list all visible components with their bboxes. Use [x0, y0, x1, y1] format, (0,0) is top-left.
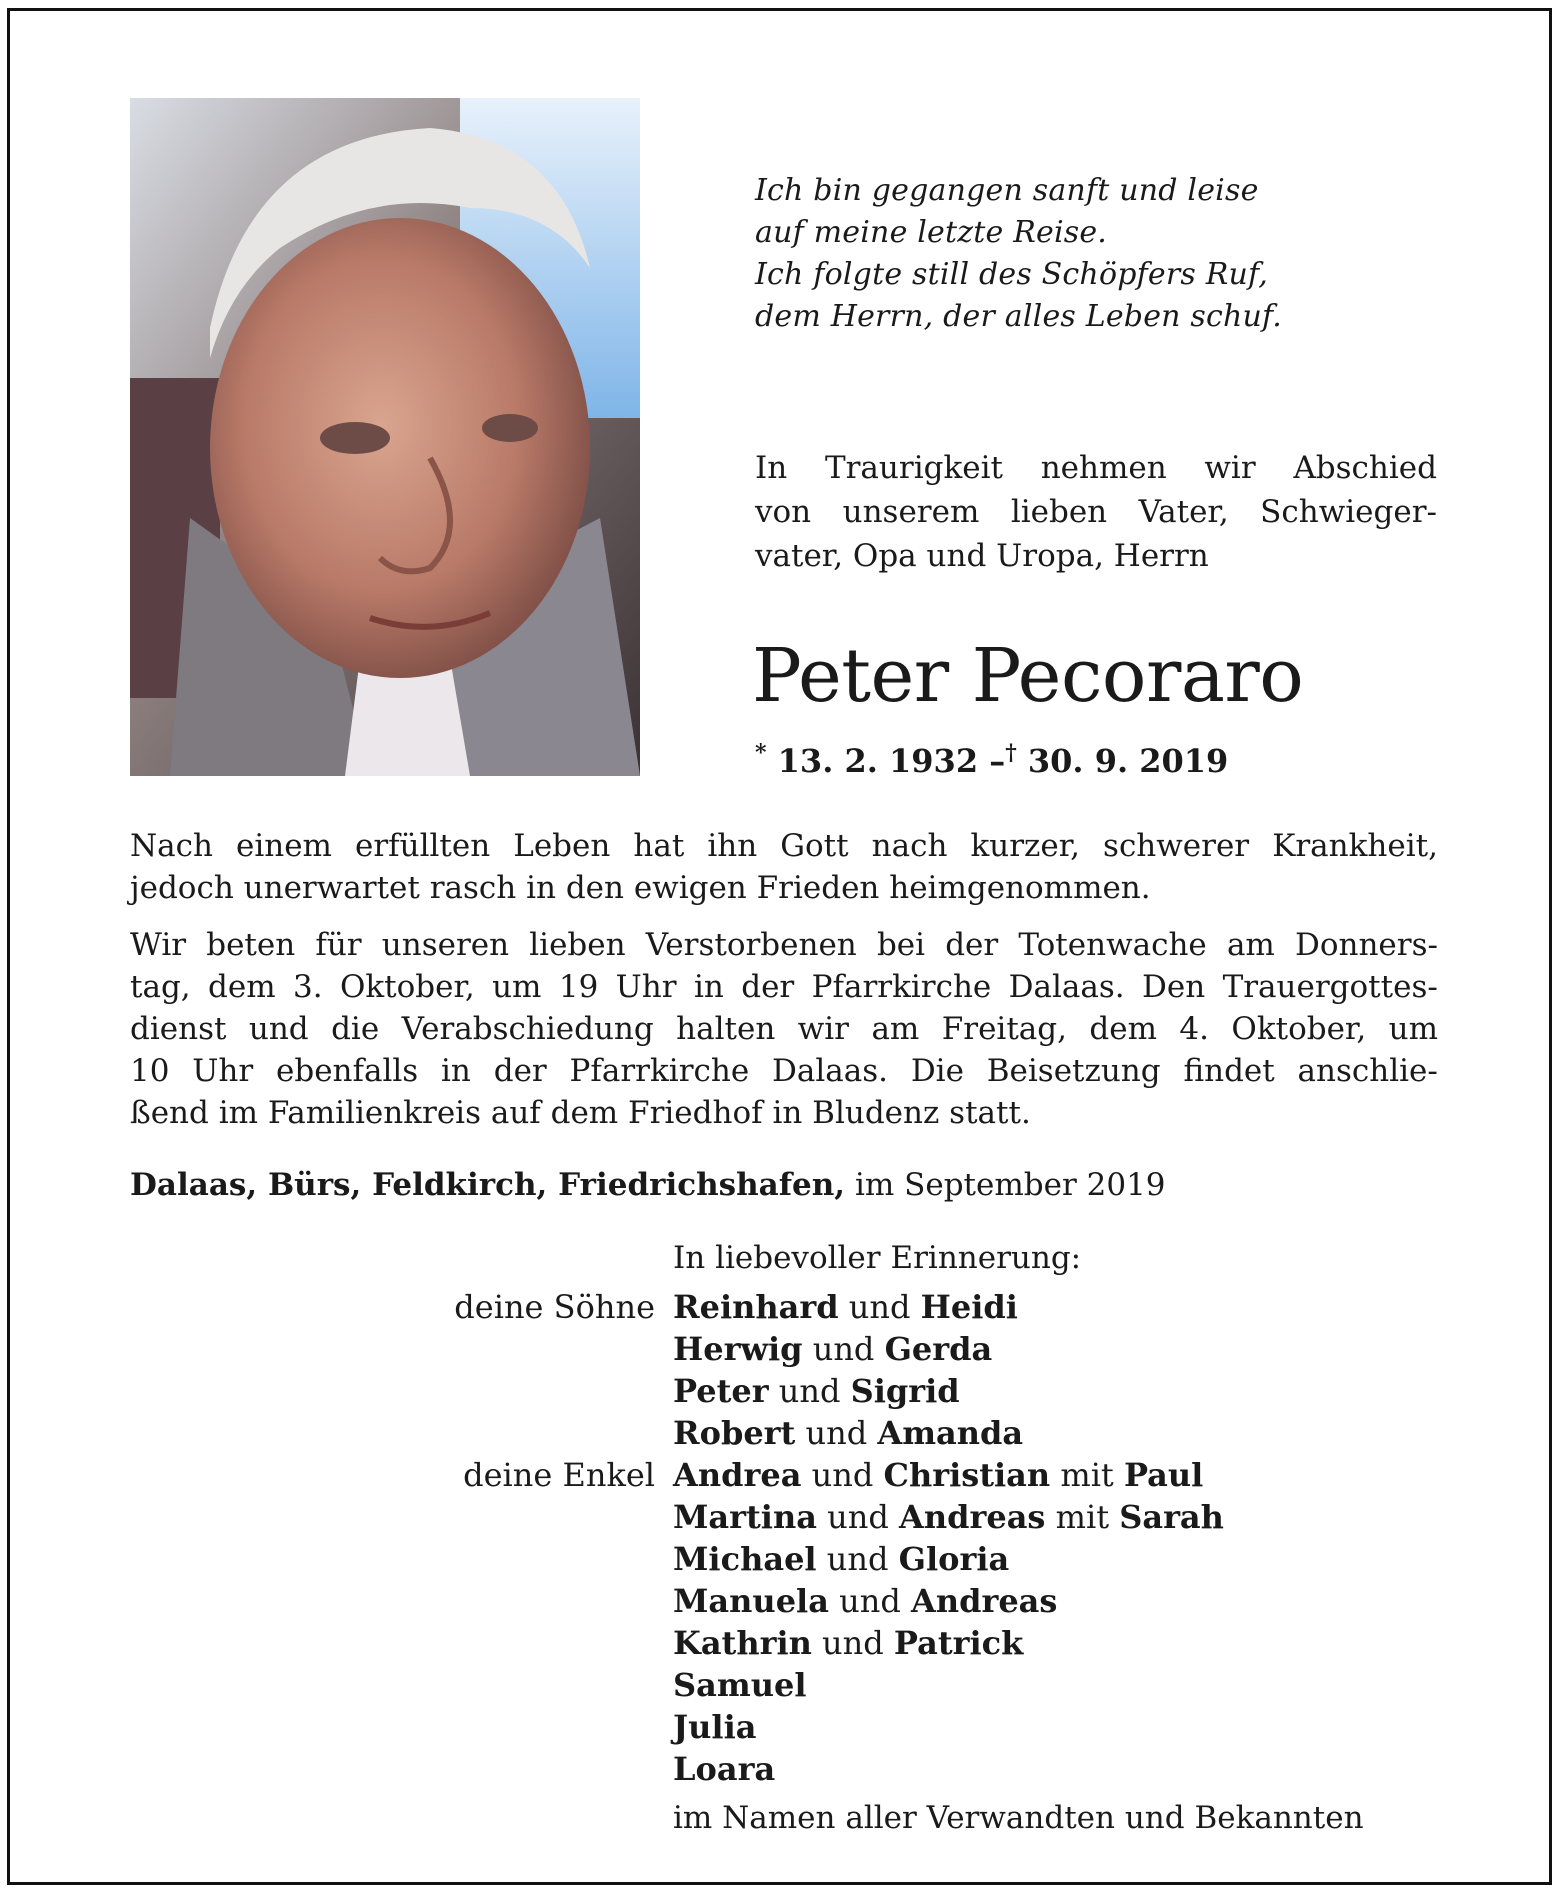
family-row — [0, 1454, 1568, 1496]
place-date-line — [130, 1167, 1166, 1203]
poem — [755, 170, 1282, 338]
paragraph-line: ßend im Familienkreis auf dem Friedhof in Bludenz statt. — [130, 1095, 1031, 1131]
word: anschlie- — [1297, 1053, 1438, 1089]
word: unseren — [381, 927, 510, 963]
word: der — [741, 969, 795, 1005]
person-name: Robert — [673, 1414, 796, 1452]
person-name: Michael — [673, 1540, 817, 1578]
family-list — [0, 1286, 1568, 1790]
word: Oktober, — [1231, 1011, 1367, 1047]
paragraph-line — [130, 966, 1438, 1008]
paragraph-line — [130, 1008, 1438, 1050]
intro-text — [755, 446, 1437, 578]
word: lieben — [529, 927, 626, 963]
word: bei — [876, 927, 926, 963]
person-name: Sigrid — [850, 1372, 960, 1410]
family-names — [673, 1286, 1018, 1328]
word: 4. — [1179, 1011, 1209, 1047]
paragraph-2 — [130, 924, 1438, 1134]
family-row — [0, 1748, 1568, 1790]
word: in — [441, 1053, 471, 1089]
family-names — [673, 1454, 1203, 1496]
family-row — [0, 1328, 1568, 1370]
portrait-photo — [130, 98, 640, 776]
closing-line: im Namen aller Verwandten und Bekannten — [673, 1800, 1364, 1836]
person-name: Julia — [673, 1708, 757, 1746]
word: Freitag, — [941, 1011, 1067, 1047]
word: von — [755, 494, 812, 530]
word: Donners- — [1294, 927, 1438, 963]
word: einem — [235, 828, 332, 864]
person-name: Peter — [673, 1372, 769, 1410]
word: dem — [208, 969, 276, 1005]
relation-label: deine Söhne — [454, 1288, 655, 1326]
paragraph-1 — [130, 825, 1438, 909]
word: Uhr — [192, 1053, 254, 1089]
person-name: Loara — [673, 1750, 776, 1788]
death-symbol: † — [1005, 740, 1017, 766]
word: nach — [871, 828, 948, 864]
family-names — [673, 1412, 1023, 1454]
family-row — [0, 1412, 1568, 1454]
poem-line: Ich bin gegangen sanft und leise — [755, 173, 1259, 208]
word: beten — [206, 927, 296, 963]
word: in — [693, 969, 724, 1005]
person-name: Sarah — [1119, 1498, 1224, 1536]
word: Uhr — [615, 969, 677, 1005]
family-names — [673, 1538, 1009, 1580]
word: Wir — [130, 927, 187, 963]
person-name: Manuela — [673, 1582, 829, 1620]
word: halten — [676, 1011, 776, 1047]
word: Krankheit, — [1272, 828, 1438, 864]
family-row — [0, 1286, 1568, 1328]
family-row — [0, 1622, 1568, 1664]
deceased-name: Peter Pecoraro — [752, 633, 1304, 719]
person-name: Andrea — [673, 1456, 802, 1494]
connector-word: und — [828, 1582, 911, 1620]
word: Traurigkeit — [824, 450, 1003, 486]
poem-line: Ich folgte still des Schöpfers Ruf, — [755, 257, 1269, 292]
word: Nach — [130, 828, 213, 864]
connector-word: mit — [1045, 1498, 1120, 1536]
family-names — [673, 1328, 992, 1370]
word: Totenwache — [1018, 927, 1207, 963]
connector-word: mit — [1050, 1456, 1124, 1494]
person-name: Paul — [1123, 1456, 1204, 1494]
family-row — [0, 1706, 1568, 1748]
connector-word: und — [838, 1288, 921, 1326]
word: 10 — [130, 1053, 170, 1089]
person-name: Herwig — [673, 1330, 803, 1368]
word: kurzer, — [970, 828, 1080, 864]
family-row — [0, 1370, 1568, 1412]
word: Pfarrkirche — [569, 1053, 750, 1089]
word: Verabschiedung — [401, 1011, 654, 1047]
word: um — [1388, 1011, 1438, 1047]
intro-line — [755, 490, 1437, 534]
paragraph-line — [130, 825, 1438, 867]
death-date: 30. 9. 2019 — [1027, 742, 1229, 780]
family-row — [0, 1496, 1568, 1538]
memory-line: In liebevoller Erinnerung: — [673, 1240, 1082, 1276]
family-row — [0, 1580, 1568, 1622]
person-name: Christian — [883, 1456, 1051, 1494]
person-name: Samuel — [673, 1666, 807, 1704]
word: Abschied — [1293, 450, 1437, 486]
connector-word: und — [816, 1498, 899, 1536]
person-name: Andreas — [910, 1582, 1058, 1620]
word: dem — [1089, 1011, 1157, 1047]
towns: Dalaas, Bürs, Feldkirch, Friedrichshafen, — [130, 1167, 846, 1203]
family-row — [0, 1664, 1568, 1706]
connector-word: und — [768, 1372, 851, 1410]
connector-word: und — [816, 1540, 899, 1578]
word: der — [945, 927, 999, 963]
person-name: Gerda — [884, 1330, 993, 1368]
date-dash: – — [989, 742, 1006, 780]
word: Trauergottes- — [1222, 969, 1438, 1005]
word: ebenfalls — [276, 1053, 419, 1089]
word: für — [315, 927, 362, 963]
word: hat — [633, 828, 685, 864]
poem-line: dem Herrn, der alles Leben schuf. — [755, 299, 1283, 334]
person-name: Gloria — [898, 1540, 1010, 1578]
word: am — [871, 1011, 920, 1047]
relation-label: deine Enkel — [463, 1456, 655, 1494]
date-text: im September 2019 — [854, 1167, 1166, 1203]
word: Gott — [780, 828, 849, 864]
word: In — [755, 450, 788, 486]
birth-symbol: * — [755, 740, 767, 766]
person-name: Reinhard — [673, 1288, 839, 1326]
word: Leben — [513, 828, 611, 864]
word: Verstorbenen — [645, 927, 857, 963]
paragraph-line: jedoch unerwartet rasch in den ewigen Frieden heimgenommen. — [130, 870, 1151, 906]
word: Oktober, — [339, 969, 475, 1005]
word: nehmen — [1040, 450, 1167, 486]
intro-line — [755, 446, 1437, 490]
word: am — [1226, 927, 1275, 963]
word: 19 — [558, 969, 599, 1005]
word: schwerer — [1103, 828, 1250, 864]
word: wir — [1204, 450, 1256, 486]
word: tag, — [130, 969, 191, 1005]
person-name: Heidi — [920, 1288, 1018, 1326]
paragraph-line — [130, 1050, 1438, 1092]
person-name: Amanda — [877, 1414, 1024, 1452]
family-names — [673, 1706, 756, 1748]
connector-word: und — [811, 1624, 894, 1662]
word: Schwieger- — [1260, 494, 1437, 530]
word: wir — [797, 1011, 850, 1047]
word: Die — [910, 1053, 964, 1089]
word: die — [331, 1011, 380, 1047]
word: um — [492, 969, 542, 1005]
family-names — [673, 1496, 1224, 1538]
word: ihn — [707, 828, 758, 864]
connector-word: und — [795, 1414, 878, 1452]
family-names — [673, 1622, 1023, 1664]
word: unserem — [842, 494, 980, 530]
family-names — [673, 1370, 960, 1412]
word: Beisetzung — [986, 1053, 1161, 1089]
family-names — [673, 1580, 1057, 1622]
person-name: Andreas — [899, 1498, 1046, 1536]
family-names — [673, 1748, 775, 1790]
word: dienst — [130, 1011, 227, 1047]
birth-date: 13. 2. 1932 — [777, 742, 979, 780]
person-name: Martina — [673, 1498, 817, 1536]
word: findet — [1183, 1053, 1275, 1089]
word: der — [493, 1053, 547, 1089]
intro-line: vater, Opa und Uropa, Herrn — [755, 538, 1209, 574]
connector-word: und — [802, 1330, 885, 1368]
word: und — [248, 1011, 309, 1047]
word: lieben — [1010, 494, 1108, 530]
life-dates — [755, 742, 1228, 780]
family-names — [673, 1664, 806, 1706]
word: Den — [1142, 969, 1206, 1005]
word: 3. — [292, 969, 323, 1005]
word: Pfarrkirche — [811, 969, 992, 1005]
connector-word: und — [801, 1456, 884, 1494]
poem-line: auf meine letzte Reise. — [755, 215, 1108, 250]
person-name: Kathrin — [673, 1624, 812, 1662]
word: erfüllten — [355, 828, 491, 864]
word: Vater, — [1138, 494, 1229, 530]
person-name: Patrick — [893, 1624, 1024, 1662]
word: Dalaas. — [1008, 969, 1125, 1005]
word: Dalaas. — [772, 1053, 888, 1089]
family-row — [0, 1538, 1568, 1580]
paragraph-line — [130, 924, 1438, 966]
